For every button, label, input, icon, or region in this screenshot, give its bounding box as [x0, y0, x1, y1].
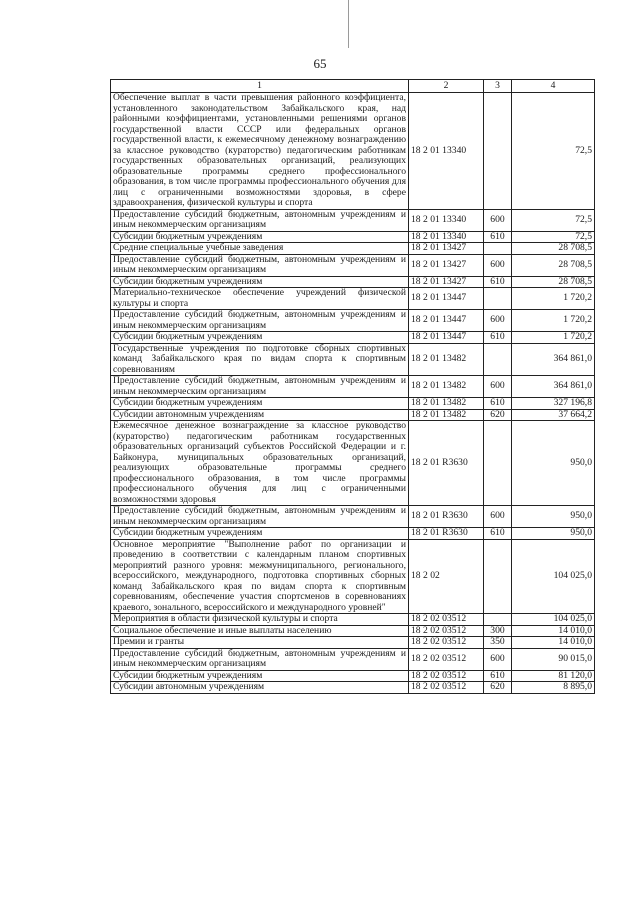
table-row [111, 539, 595, 614]
row-code-cell: 18 2 01 13447 [409, 310, 484, 332]
table-row [111, 288, 595, 310]
row-amount-cell: 104 025,0 [512, 539, 595, 614]
row-name-cell: Социальное обеспечение и иные выплаты населению [111, 625, 409, 637]
row-code-cell: 18 2 01 13427 [409, 276, 484, 288]
row-code-cell: 18 2 02 03512 [409, 614, 484, 626]
row-code-cell: 18 2 01 R3630 [409, 506, 484, 528]
table-row [111, 231, 595, 243]
table-row [111, 506, 595, 528]
row-code-cell: 18 2 01 13340 [409, 209, 484, 231]
budget-table [110, 79, 595, 694]
row-type-cell: 610 [484, 398, 512, 410]
row-name-cell: Субсидии бюджетным учреждениям [111, 398, 409, 410]
row-code-cell: 18 2 01 13340 [409, 93, 484, 210]
row-code-cell: 18 2 01 13447 [409, 332, 484, 344]
row-code-cell: 18 2 02 03512 [409, 625, 484, 637]
row-type-cell: 300 [484, 625, 512, 637]
row-type-cell: 610 [484, 332, 512, 344]
row-amount-cell: 90 015,0 [512, 648, 595, 670]
row-amount-cell: 364 861,0 [512, 376, 595, 398]
table-row [111, 409, 595, 421]
row-code-cell: 18 2 01 13482 [409, 376, 484, 398]
table-row [111, 648, 595, 670]
table-row [111, 376, 595, 398]
row-type-cell: 600 [484, 310, 512, 332]
row-amount-cell: 72,5 [512, 231, 595, 243]
table-row [111, 310, 595, 332]
row-code-cell: 18 2 01 13482 [409, 409, 484, 421]
row-name-cell: Предоставление субсидий бюджетным, автономным учреждениям и иным некоммерческим организациям [111, 310, 409, 332]
row-type-cell: 600 [484, 376, 512, 398]
row-name-cell: Субсидии бюджетным учреждениям [111, 231, 409, 243]
row-name-cell: Средние специальные учебные заведения [111, 243, 409, 255]
row-amount-cell: 14 010,0 [512, 637, 595, 649]
row-amount-cell: 28 708,5 [512, 276, 595, 288]
row-name-cell: Предоставление субсидий бюджетным, автономным учреждениям и иным некоммерческим организациям [111, 506, 409, 528]
row-type-cell [484, 243, 512, 255]
table-header-row [111, 80, 595, 93]
row-name-cell: Субсидии бюджетным учреждениям [111, 276, 409, 288]
table-row [111, 625, 595, 637]
row-amount-cell: 81 120,0 [512, 670, 595, 682]
row-code-cell: 18 2 02 [409, 539, 484, 614]
row-type-cell [484, 93, 512, 210]
table-row [111, 243, 595, 255]
row-amount-cell: 1 720,2 [512, 288, 595, 310]
row-code-cell: 18 2 01 13482 [409, 398, 484, 410]
row-name-cell: Обеспечение выплат в части превышения районного коэффициента, установленного законодательством Забайкальского края, над районными коэффициентами, установленными решениями органов государственной власти СССР или федеральных органов государственной власти, к ежемесячному денежному вознаграждению за классное руководство (кураторство) педагогическим работникам государственных образовательных организаций, реализующих образовательные программы среднего профессионального образования, в том числе программы профессионального обучения для лиц с ограниченными возможностями здоровья, в сфере здравоохранения, физической культуры и спорта [111, 93, 409, 210]
row-amount-cell: 8 895,0 [512, 682, 595, 694]
row-code-cell: 18 2 02 03512 [409, 637, 484, 649]
row-amount-cell: 28 708,5 [512, 254, 595, 276]
row-amount-cell: 364 861,0 [512, 343, 595, 376]
table-row [111, 528, 595, 540]
row-type-cell: 620 [484, 682, 512, 694]
table-row [111, 670, 595, 682]
row-type-cell [484, 614, 512, 626]
row-name-cell: Предоставление субсидий бюджетным, автономным учреждениям и иным некоммерческим организациям [111, 254, 409, 276]
page-fold-line [348, 0, 349, 48]
table-row [111, 209, 595, 231]
row-name-cell: Предоставление субсидий бюджетным, автономным учреждениям и иным некоммерческим организациям [111, 376, 409, 398]
row-type-cell: 610 [484, 670, 512, 682]
row-code-cell: 18 2 01 13427 [409, 254, 484, 276]
row-name-cell: Основное мероприятие "Выполнение работ по организации и проведению в соответствии с календарным планом спортивных мероприятий разного уровня: межмуниципального, регионального, всероссийского, международного, подготовка спортивных сборных команд Забайкальского края по видам спорта к спортивным соревнованиям, обеспечение участия спортсменов в соревнованиях краевого, зонального, всероссийского и международного уровней" [111, 539, 409, 614]
table-row [111, 276, 595, 288]
row-name-cell: Государственные учреждения по подготовке сборных спортивных команд Забайкальского края по видам спорта к спортивным соревнованиям [111, 343, 409, 376]
row-name-cell: Субсидии бюджетным учреждениям [111, 528, 409, 540]
table-row [111, 637, 595, 649]
row-name-cell: Субсидии автономным учреждениям [111, 682, 409, 694]
row-amount-cell: 72,5 [512, 209, 595, 231]
row-amount-cell: 37 664,2 [512, 409, 595, 421]
row-amount-cell: 327 196,8 [512, 398, 595, 410]
table-row [111, 332, 595, 344]
row-amount-cell: 1 720,2 [512, 332, 595, 344]
row-type-cell: 620 [484, 409, 512, 421]
table-row [111, 254, 595, 276]
column-header-2: 2 [409, 80, 484, 93]
row-type-cell: 610 [484, 528, 512, 540]
table-row [111, 93, 595, 210]
row-code-cell: 18 2 01 13340 [409, 231, 484, 243]
row-amount-cell: 950,0 [512, 528, 595, 540]
row-name-cell: Предоставление субсидий бюджетным, автономным учреждениям и иным некоммерческим организациям [111, 648, 409, 670]
row-code-cell: 18 2 01 R3630 [409, 421, 484, 506]
row-amount-cell: 1 720,2 [512, 310, 595, 332]
row-type-cell: 350 [484, 637, 512, 649]
row-name-cell: Материально-техническое обеспечение учреждений физической культуры и спорта [111, 288, 409, 310]
row-amount-cell: 14 010,0 [512, 625, 595, 637]
row-code-cell: 18 2 02 03512 [409, 648, 484, 670]
row-type-cell: 610 [484, 276, 512, 288]
column-header-4: 4 [512, 80, 595, 93]
row-code-cell: 18 2 02 03512 [409, 682, 484, 694]
row-name-cell: Субсидии бюджетным учреждениям [111, 332, 409, 344]
row-code-cell: 18 2 01 R3630 [409, 528, 484, 540]
row-amount-cell: 950,0 [512, 506, 595, 528]
row-name-cell: Премии и гранты [111, 637, 409, 649]
column-header-3: 3 [484, 80, 512, 93]
row-code-cell: 18 2 02 03512 [409, 670, 484, 682]
table-row [111, 421, 595, 506]
table-body [111, 93, 595, 694]
row-type-cell: 600 [484, 506, 512, 528]
row-type-cell [484, 288, 512, 310]
row-amount-cell: 104 025,0 [512, 614, 595, 626]
page-number: 65 [313, 56, 327, 71]
row-name-cell: Субсидии бюджетным учреждениям [111, 670, 409, 682]
row-name-cell: Субсидии автономным учреждениям [111, 409, 409, 421]
row-type-cell: 600 [484, 209, 512, 231]
row-amount-cell: 950,0 [512, 421, 595, 506]
row-code-cell: 18 2 01 13482 [409, 343, 484, 376]
row-name-cell: Ежемесячное денежное вознаграждение за классное руководство (кураторство) педагогическим работникам государственных образовательных организаций субъектов Российской Федерации и г. Байконура, муниципальных образовательных организаций, реализующих образовательные программы среднего профессионального образования, в том числе программы профессионального обучения для лиц с ограниченными возможностями здоровья [111, 421, 409, 506]
row-type-cell: 600 [484, 648, 512, 670]
row-type-cell: 610 [484, 231, 512, 243]
row-type-cell [484, 343, 512, 376]
table-row [111, 343, 595, 376]
table-row [111, 398, 595, 410]
row-code-cell: 18 2 01 13427 [409, 243, 484, 255]
row-code-cell: 18 2 01 13447 [409, 288, 484, 310]
row-name-cell: Мероприятия в области физической культуры и спорта [111, 614, 409, 626]
row-amount-cell: 72,5 [512, 93, 595, 210]
row-type-cell [484, 421, 512, 506]
row-name-cell: Предоставление субсидий бюджетным, автономным учреждениям и иным некоммерческим организациям [111, 209, 409, 231]
row-amount-cell: 28 708,5 [512, 243, 595, 255]
row-type-cell [484, 539, 512, 614]
table-row [111, 614, 595, 626]
row-type-cell: 600 [484, 254, 512, 276]
column-header-1: 1 [111, 80, 409, 93]
table-row [111, 682, 595, 694]
